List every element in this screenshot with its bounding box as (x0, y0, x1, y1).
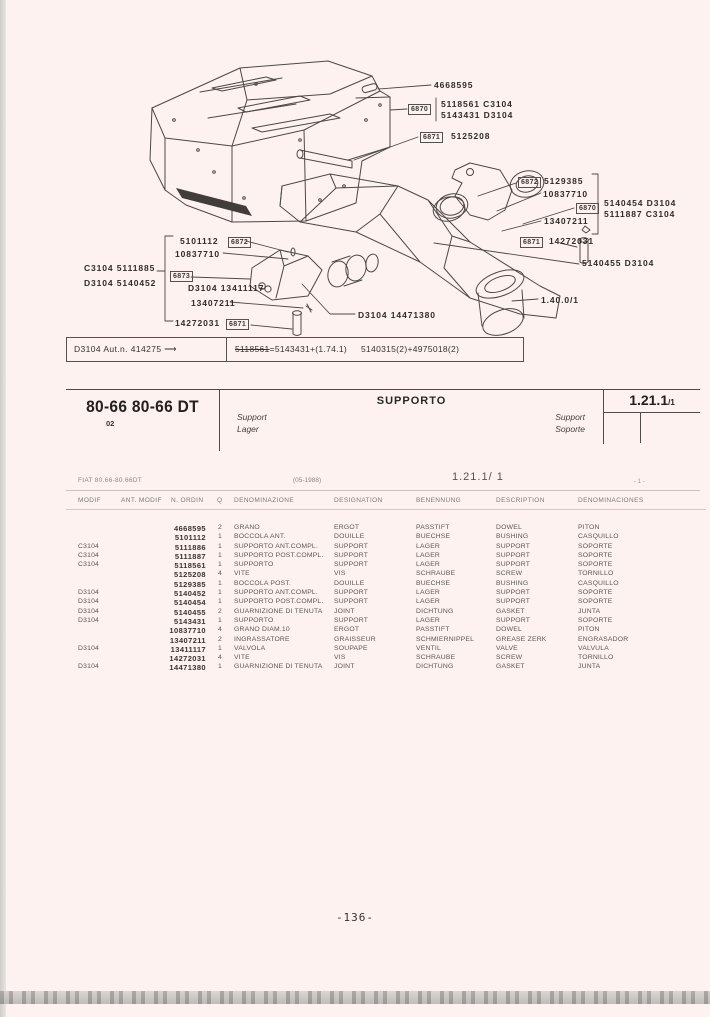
cell-q: 1 (218, 589, 222, 597)
table-row (66, 663, 706, 672)
cell-modif: D3104 (78, 598, 100, 606)
callout-tag: 6872 (228, 237, 251, 248)
table-row (66, 580, 706, 589)
cell-de: BUECHSE (416, 533, 451, 541)
table-row (66, 654, 706, 663)
callout-label: D3104 14471380 (358, 310, 436, 320)
cell-q: 2 (218, 635, 222, 643)
exploded-view-drawing (0, 0, 710, 345)
cell-es: SOPORTE (578, 551, 613, 559)
cell-es: SOPORTE (578, 561, 613, 569)
cell-q: 1 (218, 644, 222, 652)
cell-es: SOPORTE (578, 542, 613, 550)
table-row (66, 636, 706, 645)
table-row (66, 598, 706, 607)
cell-q: 2 (218, 524, 222, 531)
cell-en: SUPPORT (496, 598, 531, 606)
meta-divider (66, 490, 700, 491)
callout-tag: 6871 (420, 132, 443, 143)
cell-en: SUPPORT (496, 542, 531, 550)
cell-es: JUNTA (578, 607, 601, 615)
section-code-cell (603, 390, 700, 444)
cell-fr: VIS (334, 570, 346, 578)
cell-ordin: 5140454 (174, 598, 206, 608)
table-row (66, 524, 706, 533)
cell-en: DOWEL (496, 524, 522, 531)
cell-fr: DOUILLE (334, 533, 365, 541)
callout-label: 5101112 (180, 236, 219, 246)
section-header (66, 389, 700, 451)
table-row (66, 608, 706, 617)
section-code-tick (640, 413, 641, 443)
cell-it: VITE (234, 570, 250, 578)
note-formula-a: =5143431+(1.74.1) (269, 344, 347, 354)
cell-es: SOPORTE (578, 589, 613, 597)
cell-en: GREASE ZERK (496, 635, 547, 643)
cell-it: SUPPORTO (234, 616, 274, 624)
parts-table-rows (66, 524, 706, 673)
cell-it: VITE (234, 654, 250, 662)
cell-fr: JOINT (334, 663, 355, 671)
note-left-cell (67, 338, 227, 361)
cell-en: SUPPORT (496, 616, 531, 624)
callout-label: 5140455 D3104 (582, 258, 655, 268)
cell-modif: D3104 (78, 616, 100, 624)
cell-es: TORNILLO (578, 570, 614, 578)
cell-fr: SUPPORT (334, 598, 369, 606)
section-code-main: 1.21.1 (629, 392, 669, 408)
callout-label: 5118561 C3104 (441, 99, 513, 109)
cell-de: LAGER (416, 616, 441, 624)
cell-es: PITON (578, 524, 600, 531)
cell-ordin: 13411117 (170, 644, 206, 654)
cell-es: SOPORTE (578, 616, 613, 624)
dowel-pin (361, 83, 377, 93)
scan-artifact-band (0, 991, 710, 1004)
cell-es: PITON (578, 626, 600, 634)
cell-modif: C3104 (78, 542, 100, 550)
cell-de: PASSTIFT (416, 524, 450, 531)
callout-label: 10837710 (543, 189, 589, 199)
note-formula-b: 5140315(2)+4975018(2) (360, 344, 460, 354)
cell-fr: ERGOT (334, 524, 360, 531)
model-variant: 02 (106, 419, 115, 428)
cell-ordin: 14272031 (169, 654, 206, 664)
cell-ordin: 5140455 (174, 607, 206, 617)
callout-label: 1.40.0/1 (541, 295, 579, 305)
cell-q: 1 (218, 542, 222, 550)
callout-label: D3104 5140452 (84, 278, 157, 288)
cell-fr: DOUILLE (334, 579, 365, 587)
cell-de: BUECHSE (416, 579, 451, 587)
cell-en: SUPPORT (496, 551, 531, 559)
col-header-designation: DESIGNATION (334, 497, 383, 504)
cell-ordin: 5129385 (174, 579, 206, 589)
subtitle-en: Support (555, 412, 585, 422)
section-code (604, 390, 700, 413)
cell-ordin: 5140452 (174, 589, 206, 599)
col-header-description: DESCRIPTION (496, 497, 545, 504)
cell-ordin: 5118561 (174, 561, 206, 571)
section-code-suffix: /1 (668, 398, 675, 407)
cell-q: 4 (218, 626, 222, 634)
cell-it: GRANO (234, 524, 260, 531)
cell-de: SCHRAUBE (416, 654, 456, 662)
arrow-icon: ⟶ (164, 344, 177, 354)
cell-en: GASKET (496, 663, 525, 671)
cell-ordin: 10837710 (169, 626, 206, 636)
table-header-divider (66, 509, 706, 510)
cell-it: SUPPORTO ANT.COMPL. (234, 542, 318, 550)
col-header-denominaciones: DENOMINACIONES (578, 497, 644, 504)
title-translations-right (555, 411, 585, 435)
callout-label: 5140454 D3104 (604, 198, 677, 208)
note-formula-cell (227, 338, 523, 361)
parts-table-header (66, 497, 706, 507)
cell-q: 1 (218, 561, 222, 569)
cell-q: 1 (218, 663, 222, 671)
cell-en: SUPPORT (496, 561, 531, 569)
cell-q: 4 (218, 654, 222, 662)
callout-label: 5129385 (544, 176, 584, 186)
callout-label: 5143431 D3104 (441, 110, 514, 120)
col-header-n-ordin: N. ORDIN (171, 497, 204, 504)
cell-it: SUPPORTO POST.COMPL. (234, 551, 324, 559)
cell-it: SUPPORTO POST.COMPL. (234, 598, 324, 606)
title-translations-left (237, 411, 267, 435)
col-header-modif: MODIF (78, 497, 101, 504)
table-row (66, 543, 706, 552)
cell-de: LAGER (416, 589, 441, 597)
page-title: SUPPORTO (376, 395, 447, 407)
table-row (66, 533, 706, 542)
callout-label: C3104 5111885 (84, 263, 156, 273)
superseded-part-number: 5118561 (235, 344, 270, 354)
cell-fr: SUPPORT (334, 589, 369, 597)
cell-fr: SUPPORT (334, 551, 369, 559)
cell-modif: D3104 (78, 644, 100, 652)
issue-date: (05-1988) (293, 477, 322, 484)
cell-modif: C3104 (78, 551, 100, 559)
cell-ordin: 4668595 (174, 524, 206, 533)
callout-tag: 6870 (408, 104, 431, 115)
cell-fr: SOUPAPE (334, 644, 368, 652)
callout-tag: 6871 (520, 237, 543, 248)
callout-tag: 6873 (170, 271, 193, 282)
cell-es: SOPORTE (578, 598, 613, 606)
cell-it: BOCCOLA ANT. (234, 533, 286, 541)
cell-ordin: 5111887 (174, 551, 206, 561)
col-header-q: Q (217, 497, 223, 504)
callout-label: 10837710 (175, 249, 221, 259)
cell-it: SUPPORTO ANT.COMPL. (234, 589, 318, 597)
cell-de: LAGER (416, 561, 441, 569)
cell-q: 1 (218, 616, 222, 624)
cell-it: INGRASSATORE (234, 635, 290, 643)
front-support-group (250, 248, 380, 336)
callout-tag: 6870 (576, 203, 599, 214)
model-cell (66, 390, 220, 451)
cell-en: GASKET (496, 607, 525, 615)
cell-de: DICHTUNG (416, 663, 454, 671)
cell-en: DOWEL (496, 626, 522, 634)
cell-fr: SUPPORT (334, 542, 369, 550)
cell-it: BOCCOLA POST. (234, 579, 291, 587)
title-cell (220, 390, 603, 451)
cell-de: LAGER (416, 598, 441, 606)
cell-en: SCREW (496, 570, 523, 578)
cell-ordin: 5111886 (174, 542, 206, 552)
cell-en: SCREW (496, 654, 523, 662)
cell-fr: ERGOT (334, 626, 360, 634)
callout-tag: 6871 (226, 319, 249, 330)
note-left-text: D3104 Aut.n. 414275 (74, 344, 162, 354)
section-reference: 1.21.1/ 1 (452, 471, 504, 483)
cell-fr: VIS (334, 654, 346, 662)
callout-label: 13407211 (191, 298, 236, 308)
cell-q: 2 (218, 607, 222, 615)
cell-es: CASQUILLO (578, 533, 619, 541)
callout-label: 14272031 (549, 236, 595, 246)
cell-fr: SUPPORT (334, 616, 369, 624)
callout-label: D3104 13411117 (188, 283, 265, 293)
cell-q: 1 (218, 598, 222, 606)
cell-de: VENTIL (416, 644, 441, 652)
page-number: -136- (335, 911, 375, 924)
applicability-note-box (66, 337, 524, 362)
cell-de: PASSTIFT (416, 626, 450, 634)
cell-q: 1 (218, 533, 222, 541)
subtitle-es: Soporte (555, 424, 585, 434)
callout-label: 14272031 (175, 318, 221, 328)
col-header-denominazione: DENOMINAZIONE (234, 497, 295, 504)
cell-en: BUSHING (496, 533, 529, 541)
cell-es: JUNTA (578, 663, 601, 671)
cell-es: VALVULA (578, 644, 609, 652)
cell-de: SCHRAUBE (416, 570, 456, 578)
cell-de: LAGER (416, 542, 441, 550)
table-row (66, 589, 706, 598)
cell-de: SCHMIERNIPPEL (416, 635, 475, 643)
cell-ordin: 5125208 (174, 570, 206, 580)
table-row (66, 617, 706, 626)
transmission-housing (150, 61, 390, 222)
subtitle-de: Lager (237, 424, 259, 434)
cell-it: SUPPORTO (234, 561, 274, 569)
cell-fr: JOINT (334, 607, 355, 615)
cell-en: VALVE (496, 644, 518, 652)
cell-ordin: 14471380 (169, 663, 206, 673)
cell-q: 4 (218, 570, 222, 578)
cell-q: 1 (218, 551, 222, 559)
table-row (66, 570, 706, 579)
cell-modif: D3104 (78, 589, 100, 597)
cell-es: ENGRASADOR (578, 635, 629, 643)
callout-label: 5111887 C3104 (604, 209, 676, 219)
callout-tag: 6872 (518, 177, 541, 188)
cell-en: BUSHING (496, 579, 529, 587)
catalog-name: FIAT 80.66-80.66DT (78, 477, 143, 484)
cell-es: TORNILLO (578, 654, 614, 662)
table-row (66, 645, 706, 654)
col-header-ant-modif: ANT. MODIF (121, 497, 162, 504)
callout-label: 4668595 (434, 80, 474, 90)
table-row (66, 626, 706, 635)
table-row (66, 552, 706, 561)
table-row (66, 561, 706, 570)
cell-ordin: 5101112 (174, 533, 206, 543)
cell-de: DICHTUNG (416, 607, 454, 615)
cell-it: GRANO DIAM.10 (234, 626, 290, 634)
cell-ordin: 13407211 (169, 635, 206, 645)
cell-modif: D3104 (78, 607, 100, 615)
subtitle-fr: Support (237, 412, 267, 422)
cell-es: CASQUILLO (578, 579, 619, 587)
cell-de: LAGER (416, 551, 441, 559)
cell-ordin: 5143431 (174, 616, 206, 626)
cell-it: GUARNIZIONE DI TENUTA (234, 663, 323, 671)
callout-label: 13407211 (544, 216, 589, 226)
col-header-benennung: BENENNUNG (416, 497, 462, 504)
cell-q: 1 (218, 579, 222, 587)
cell-it: GUARNIZIONE DI TENUTA (234, 607, 323, 615)
cell-it: VALVOLA (234, 644, 266, 652)
cell-modif: C3104 (78, 561, 100, 569)
cell-modif: D3104 (78, 663, 100, 671)
callout-label: 5125208 (451, 131, 491, 141)
cell-fr: GRAISSEUR (334, 635, 376, 643)
sheet-number: - 1 - (634, 479, 645, 485)
cell-en: SUPPORT (496, 589, 531, 597)
model-name: 80-66 80-66 DT (86, 398, 199, 417)
cell-fr: SUPPORT (334, 561, 369, 569)
